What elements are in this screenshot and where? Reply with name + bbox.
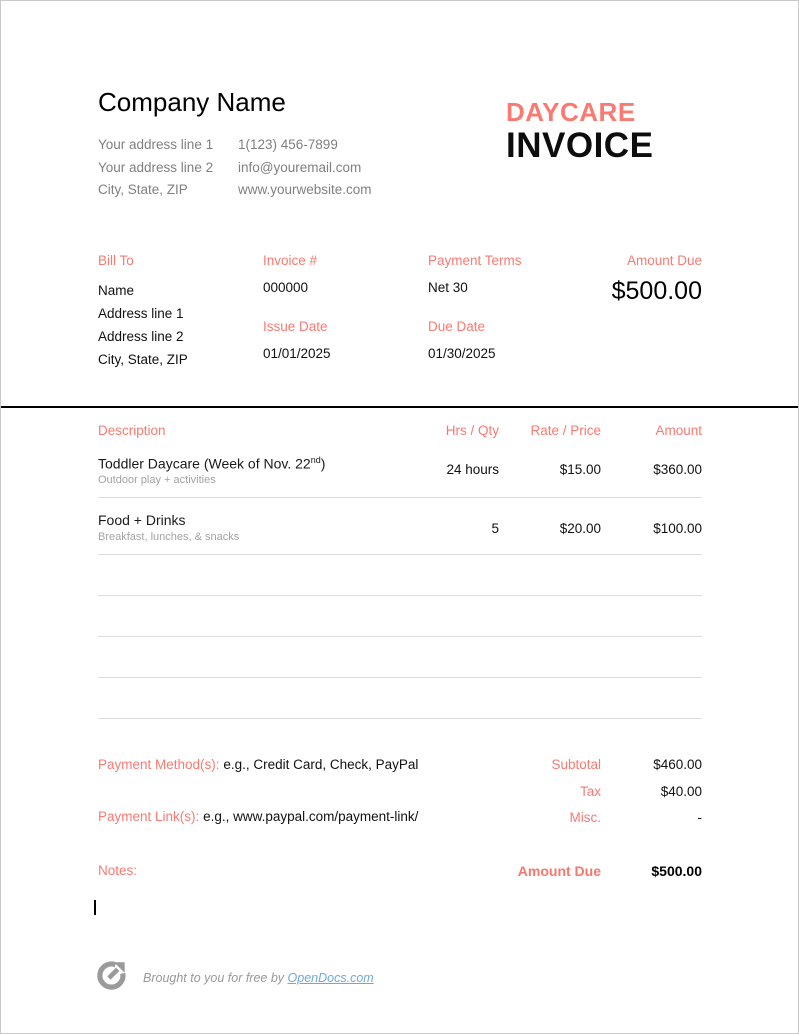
item-rate: $15.00 (559, 461, 601, 477)
amount-due-value: $500.00 (611, 276, 702, 305)
item-description-cell (98, 512, 391, 544)
issue-date-label: Issue Date (263, 318, 328, 334)
company-block (98, 87, 372, 202)
opendocs-logo-icon (95, 959, 128, 997)
due-date-value: 01/30/2025 (428, 345, 496, 361)
misc-row (484, 809, 702, 827)
payment-methods-label: Payment Method(s): (98, 757, 220, 773)
empty-table-row (98, 555, 702, 596)
amount-due-total-value: $500.00 (651, 863, 702, 880)
amount-due-label: Amount Due (626, 252, 702, 268)
invoice-meta (1, 252, 798, 371)
line-items-table (1, 406, 798, 720)
payment-methods-value: e.g., Credit Card, Check, PayPal (223, 757, 419, 773)
issue-date-value: 01/01/2025 (263, 345, 331, 361)
empty-table-row (98, 637, 702, 678)
document-title-block (506, 87, 702, 202)
subtotal-value: $460.00 (653, 757, 702, 773)
tax-label: Tax (579, 784, 601, 800)
subtotal-label: Subtotal (551, 757, 601, 773)
item-note: Outdoor play + activities (98, 474, 216, 487)
bill-to-label: Bill To (98, 252, 134, 268)
item-qty: 24 hours (446, 461, 499, 477)
text-cursor[interactable] (94, 900, 96, 915)
invoice-number-value: 000000 (263, 279, 309, 295)
payment-terms-value: Net 30 (428, 279, 468, 295)
table-header-row (98, 408, 702, 438)
misc-value: - (697, 810, 702, 826)
bill-to-name: Name (98, 282, 135, 298)
bill-to-lines (98, 279, 263, 371)
payment-links-row (98, 808, 484, 826)
item-amount: $360.00 (653, 461, 702, 477)
payment-info (98, 756, 484, 915)
misc-label: Misc. (569, 810, 601, 826)
item-title: Food + Drinks (98, 512, 186, 529)
item-note: Breakfast, lunches, & snacks (98, 531, 240, 544)
item-description-cell (98, 452, 391, 488)
col-header-qty: Hrs / Qty (445, 422, 499, 438)
col-header-rate: Rate / Price (530, 422, 601, 438)
company-name: Company Name (98, 87, 286, 117)
document-type-label: DAYCARE (506, 97, 636, 127)
footer-credit: Brought to you for free by OpenDocs.com (143, 971, 374, 985)
tax-value: $40.00 (660, 784, 702, 800)
item-title: Toddler Daycare (Week of Nov. 22nd) (98, 454, 326, 472)
bottom-section (1, 756, 798, 915)
bill-to-address1: Address line 1 (98, 305, 184, 321)
amount-due-row (484, 862, 702, 880)
notes-row (98, 862, 484, 880)
payment-methods-row (98, 756, 484, 774)
payment-terms-section (428, 252, 598, 371)
payment-links-label: Payment Link(s): (98, 809, 200, 825)
invoice-number-section (263, 252, 428, 371)
company-phone: 1(123) 456-7899 (238, 137, 338, 152)
subtotal-row (484, 756, 702, 774)
col-header-description: Description (98, 422, 166, 438)
totals (484, 756, 702, 915)
company-website: www.yourwebsite.com (238, 182, 372, 197)
tax-row (484, 783, 702, 801)
item-rate: $20.00 (559, 520, 601, 536)
company-contact-grid (98, 134, 372, 202)
footer (95, 959, 374, 997)
col-header-amount: Amount (655, 422, 702, 438)
company-address-line2: Your address line 2 (98, 159, 214, 175)
payment-links-value: e.g., www.paypal.com/payment-link/ (203, 809, 419, 825)
amount-due-total-label: Amount Due (517, 863, 601, 880)
item-amount: $100.00 (653, 520, 702, 536)
invoice-header (1, 87, 798, 202)
due-date-label: Due Date (428, 318, 486, 334)
notes-label: Notes: (98, 863, 138, 879)
empty-table-row (98, 596, 702, 637)
company-city-state-zip: City, State, ZIP (98, 182, 188, 197)
bill-to-address2: Address line 2 (98, 328, 184, 344)
table-row (98, 498, 702, 555)
amount-due-section (598, 252, 702, 371)
document-title: INVOICE (506, 126, 654, 165)
empty-table-row (98, 678, 702, 719)
item-qty: 5 (491, 520, 499, 536)
bill-to-city: City, State, ZIP (98, 351, 188, 367)
company-address-line1: Your address line 1 (98, 137, 214, 152)
invoice-number-label: Invoice # (263, 252, 318, 268)
payment-terms-label: Payment Terms (428, 252, 522, 268)
table-row (98, 438, 702, 499)
bill-to-section (98, 252, 263, 371)
company-email: info@youremail.com (238, 159, 362, 175)
opendocs-link[interactable]: OpenDocs.com (287, 971, 374, 985)
